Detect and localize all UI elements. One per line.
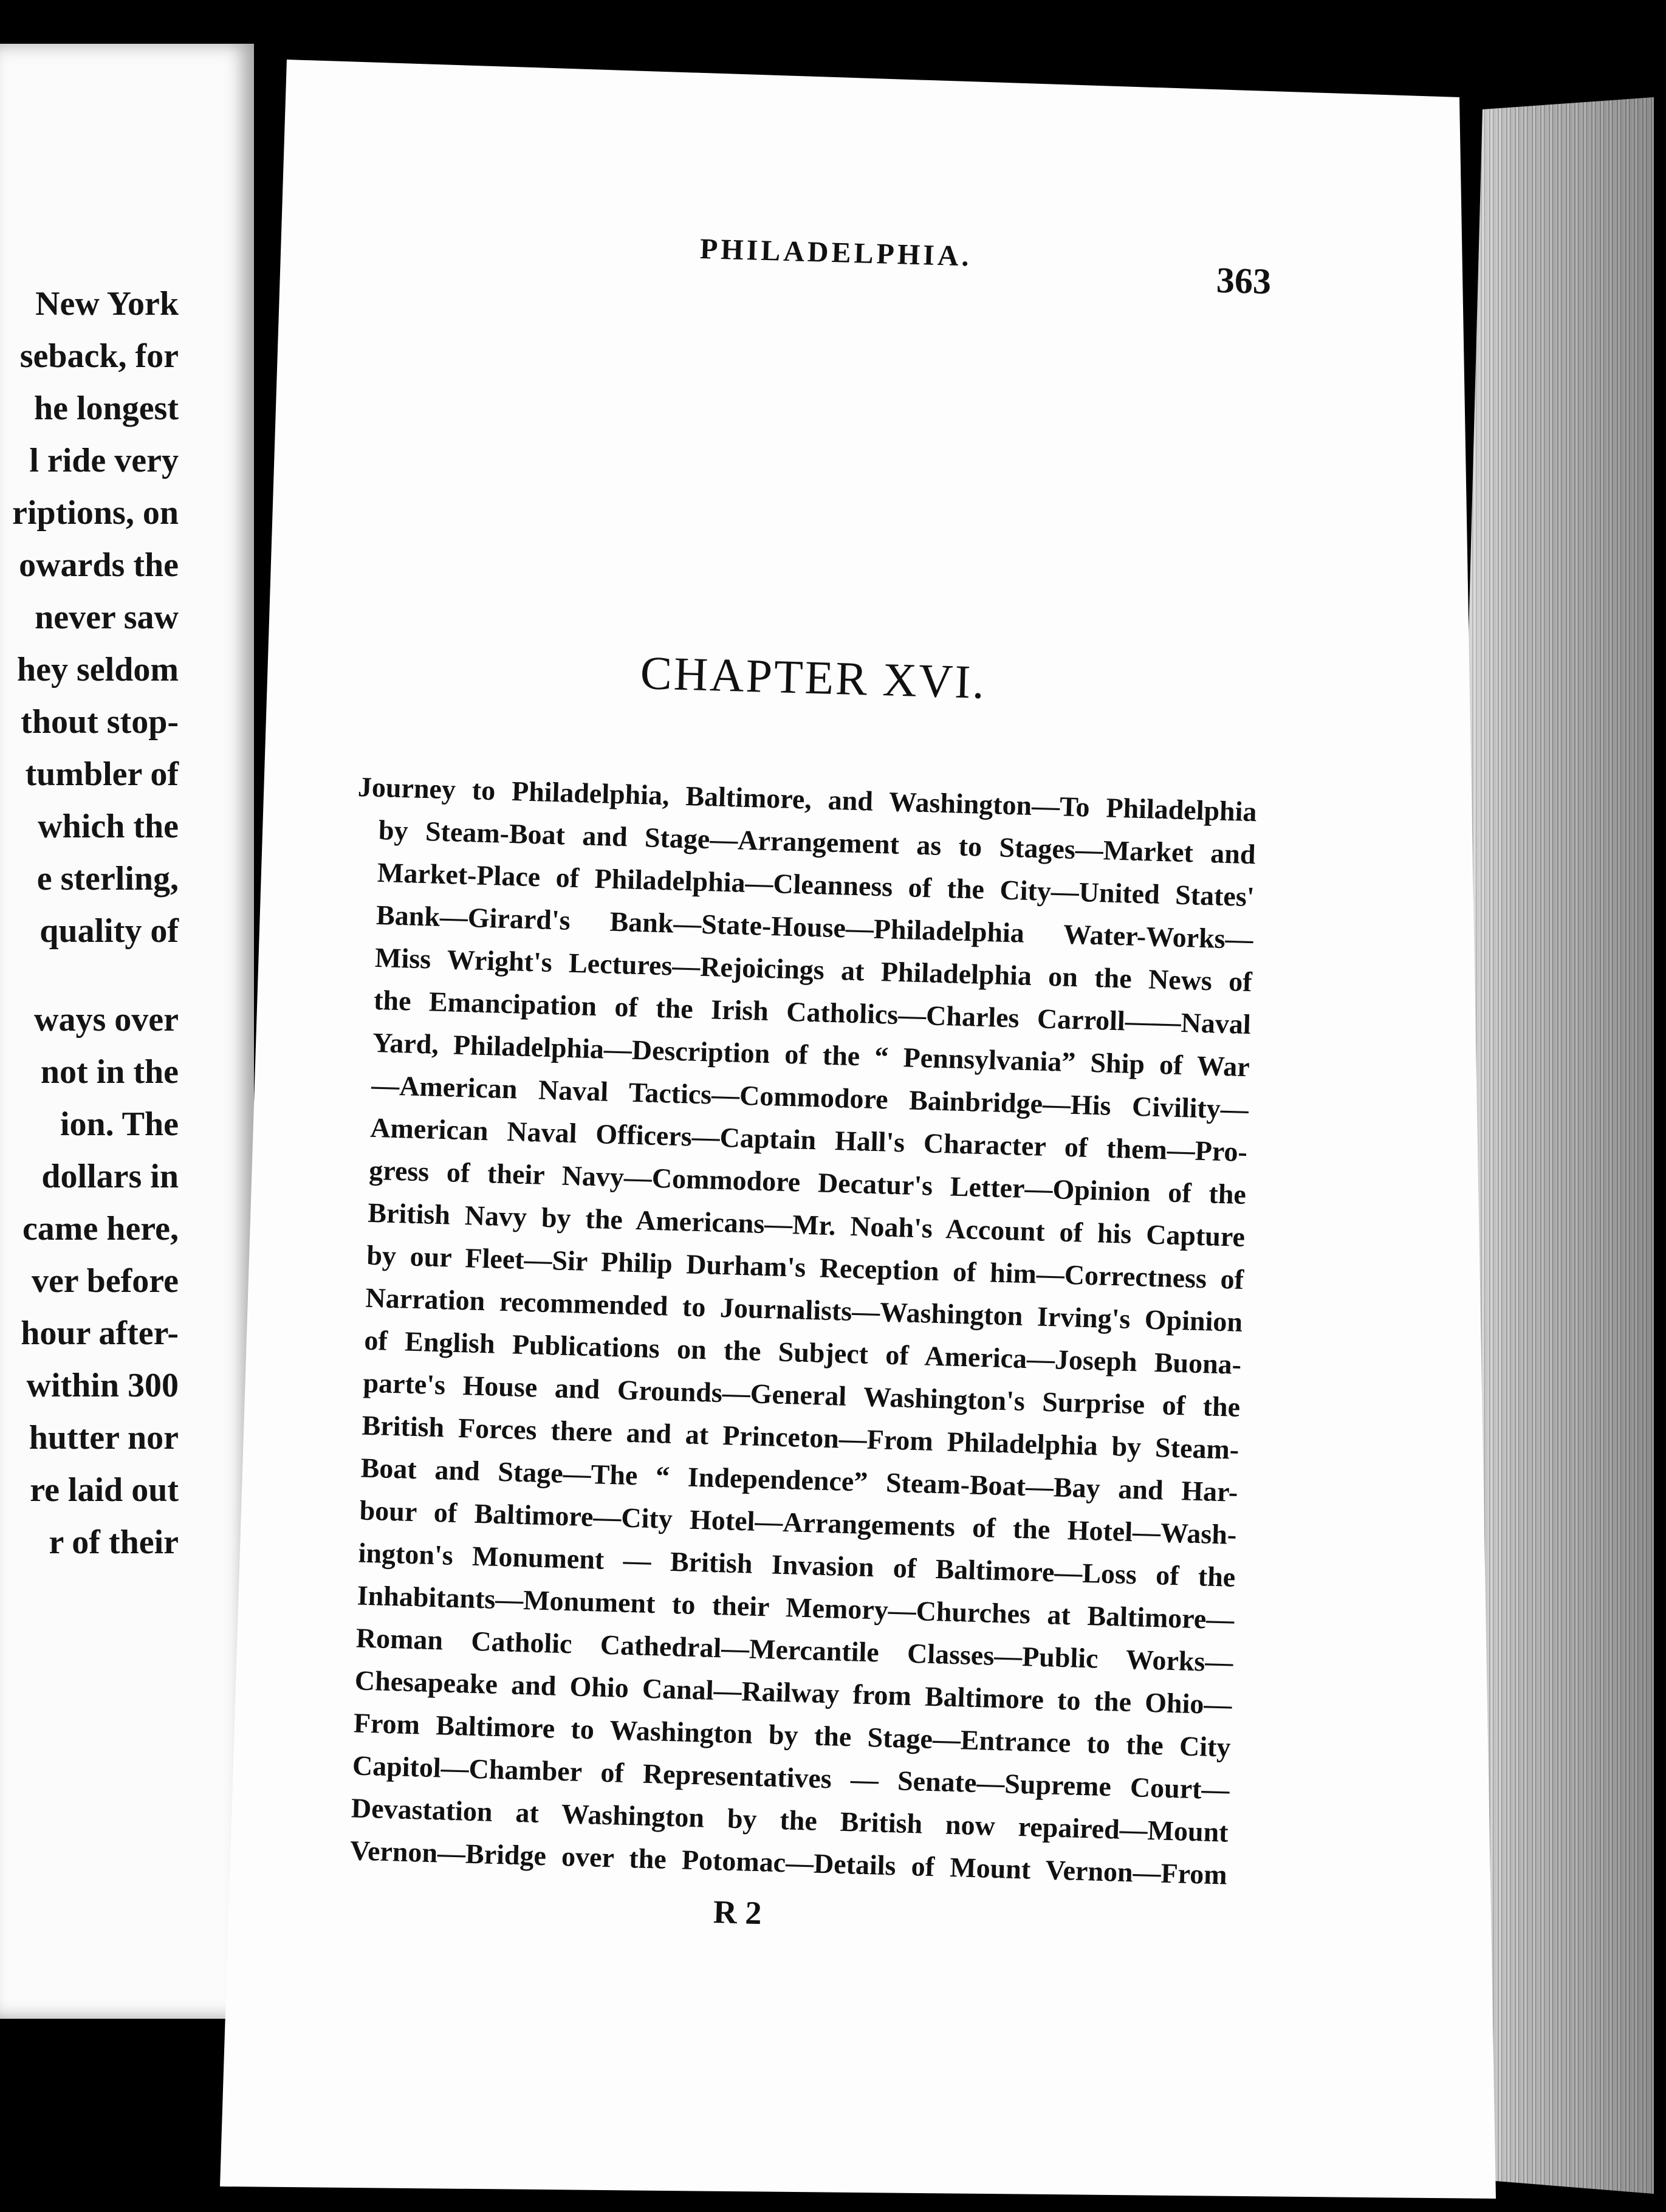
left-page-line: e sterling, xyxy=(36,860,179,898)
chapter-summary xyxy=(327,766,1257,1897)
left-page-line: ver before xyxy=(31,1262,179,1300)
left-page-line: ways over xyxy=(34,1001,179,1039)
summary-line: Capitol—Chamber of Representatives — Senate—Supreme Court— xyxy=(352,1750,1230,1805)
left-page-line: ion. The xyxy=(60,1105,179,1143)
summary-line: gress of their Navy—Commodore Decatur's Letter—Opinion of the xyxy=(368,1154,1247,1211)
left-page-line: quality of xyxy=(39,912,179,950)
left-page-line: he longest xyxy=(34,390,179,427)
summary-line: Inhabitants—Monument to their Memory—Churches at Baltimore— xyxy=(357,1579,1235,1635)
left-page-line: New York xyxy=(35,285,179,323)
left-page-text xyxy=(0,44,254,2019)
summary-line: British Forces there and at Princeton—From Philadelphia by Steam- xyxy=(361,1409,1239,1465)
summary-line: bour of Baltimore—City Hotel—Arrangements of the Hotel—Wash- xyxy=(359,1494,1237,1550)
summary-line: of English Publications on the Subject of America—Joseph Buona- xyxy=(363,1324,1242,1380)
summary-line: ington's Monument — British Invasion of Baltimore—Loss of the xyxy=(358,1537,1236,1593)
left-page-line: tumbler of xyxy=(25,755,179,793)
summary-line: Narration recommended to Journalists—Washington Irving's Opinion xyxy=(365,1282,1243,1338)
summary-line: Yard, Philadelphia—Description of the “ Pennsylvania” Ship of War xyxy=(372,1026,1250,1083)
summary-line: Chesapeake and Ohio Canal—Railway from Baltimore to the Ohio— xyxy=(354,1664,1233,1720)
left-page-line: not in the xyxy=(40,1053,179,1091)
left-page-line: re laid out xyxy=(30,1471,179,1509)
summary-line: American Naval Officers—Captain Hall's Character of them—Pro- xyxy=(369,1111,1248,1168)
summary-line: Bank—Girard's Bank—State-House—Philadelphia Water-Works— xyxy=(375,899,1254,955)
summary-line: British Navy by the Americans—Mr. Noah's Account of his Capture xyxy=(367,1197,1246,1253)
summary-line: by our Fleet—Sir Philip Durham's Reception of him—Correctness of xyxy=(366,1239,1244,1296)
summary-line: From Baltimore to Washington by the Stage—Entrance to the City xyxy=(353,1707,1232,1763)
left-page-line: which the xyxy=(38,808,179,845)
summary-line: Devastation at Washington by the British now repaired—Mount xyxy=(351,1792,1229,1848)
summary-line: Market-Place of Philadelphia—Cleanness of the City—United States' xyxy=(377,856,1255,913)
signature-mark: R 2 xyxy=(713,1893,763,1932)
left-page-line: seback, for xyxy=(19,337,179,375)
summary-line: —American Naval Tactics—Commodore Bainbridge—His Civility— xyxy=(371,1069,1249,1125)
left-page-line: within 300 xyxy=(26,1367,179,1404)
left-page-line: owards the xyxy=(19,546,179,584)
summary-line: Roman Catholic Cathedral—Mercantile Classes—Public Works— xyxy=(355,1622,1234,1678)
summary-line: parte's House and Grounds—General Washington's Surprise of the xyxy=(362,1367,1241,1423)
left-page-line: hour after- xyxy=(21,1314,179,1352)
page-number: 363 xyxy=(1216,259,1272,302)
summary-line: Miss Wright's Lectures—Rejoicings at Philadelphia on the News of xyxy=(374,941,1253,998)
summary-line: Boat and Stage—The “ Independence” Steam-Boat—Bay and Har- xyxy=(360,1452,1238,1508)
left-page-line: hey seldom xyxy=(17,651,179,689)
left-page-line: thout stop- xyxy=(21,703,179,741)
left-page-line: came here, xyxy=(22,1210,179,1248)
left-page-line: riptions, on xyxy=(12,494,179,532)
left-page xyxy=(0,44,254,2019)
left-page-line: hutter nor xyxy=(29,1419,179,1457)
left-page-line: l ride very xyxy=(29,442,179,479)
summary-line: Journey to Philadelphia, Baltimore, and Washington—To Philadelphia xyxy=(357,771,1258,828)
left-page-line: dollars in xyxy=(41,1158,179,1195)
summary-line: Vernon—Bridge over the Potomac—Details of Mount Vernon—From xyxy=(349,1835,1228,1891)
running-head: PHILADELPHIA. xyxy=(699,233,973,273)
chapter-title: CHAPTER XVI. xyxy=(639,646,987,709)
summary-line: the Emancipation of the Irish Catholics—Charles Carroll——Naval xyxy=(373,984,1252,1040)
left-page-line: never saw xyxy=(35,599,179,636)
left-page-line: r of their xyxy=(49,1523,179,1561)
summary-line: by Steam-Boat and Stage—Arrangement as to Stages—Market and xyxy=(378,814,1256,870)
